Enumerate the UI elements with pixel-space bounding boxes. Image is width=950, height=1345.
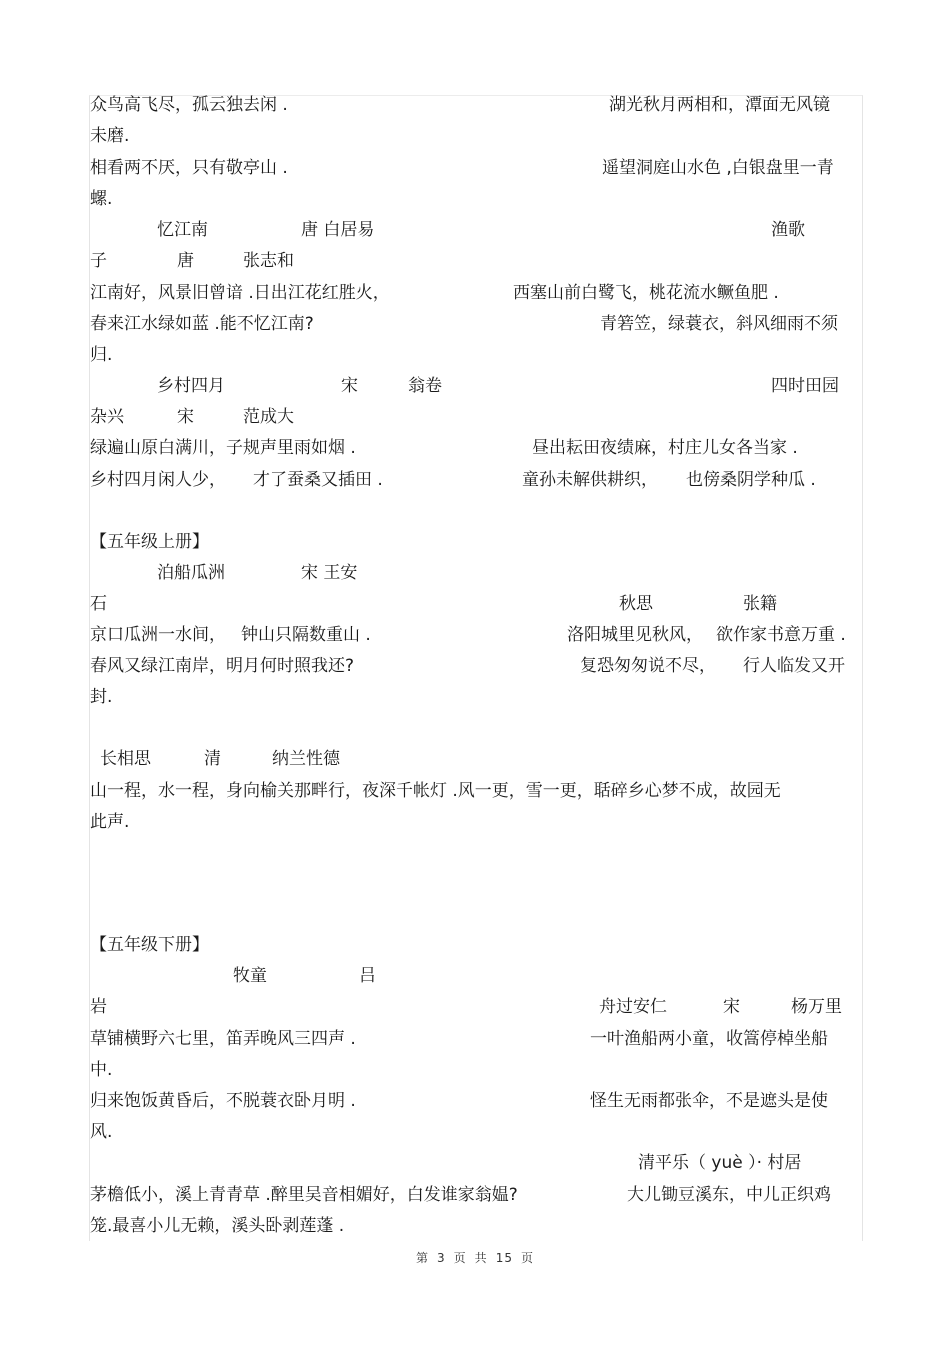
poem-line: 钟山只隔数重山 .	[241, 625, 371, 645]
poem-dynasty: 宋	[723, 997, 740, 1017]
poem-line: 春来江水绿如蓝 .能不忆江南?	[90, 314, 314, 334]
poem-line: 行人临发又开	[743, 656, 845, 676]
poem-author: 石	[90, 594, 107, 614]
poem-line: 众鸟高飞尽，孤云独去闲 .	[90, 95, 288, 115]
poem-line: 封.	[90, 687, 113, 707]
poem-line: 乡村四月闲人少，	[90, 470, 226, 490]
poem-line: 洛阳城里见秋风，	[567, 625, 703, 645]
poem-line: 大儿锄豆溪东，中儿正织鸡	[627, 1185, 831, 1205]
page-footer	[0, 1249, 950, 1266]
poem-author: 翁卷	[408, 376, 442, 396]
poem-title: 清平乐（ yuè ）· 村居	[638, 1153, 802, 1173]
poem-line: 复恐匆匆说不尽，	[580, 656, 716, 676]
poem-line: 江南好，风景旧曾谙 .日出江花红胜火，	[90, 283, 390, 303]
poem-line: 茅檐低小，溪上青青草 .醉里吴音相媚好，白发谁家翁媪?	[90, 1185, 518, 1205]
poem-line: 草铺横野六七里，笛弄晚风三四声 .	[90, 1029, 356, 1049]
poem-title: 杂兴	[90, 407, 124, 427]
poem-author: 宋 王安	[301, 563, 358, 583]
poem-title: 四时田园	[771, 376, 839, 396]
poem-line: 未磨.	[90, 126, 130, 146]
poem-author: 唐 白居易	[301, 220, 375, 240]
page-label: 页	[453, 1251, 467, 1265]
poem-title: 秋思	[619, 594, 653, 614]
poem-line: 也傍桑阴学种瓜 .	[686, 470, 816, 490]
poem-title: 子	[90, 251, 107, 271]
poem-author: 纳兰性德	[272, 749, 340, 769]
poem-line: 昼出耘田夜绩麻，村庄儿女各当家 .	[532, 438, 798, 458]
poem-line: 京口瓜洲一水间，	[90, 625, 226, 645]
poem-dynasty: 宋	[177, 407, 194, 427]
current-page-number: 3	[437, 1251, 446, 1265]
poem-title: 忆江南	[157, 220, 208, 240]
poem-line: 春风又绿江南岸，明月何时照我还?	[90, 656, 355, 676]
poem-line: 归来饱饭黄昏后，不脱蓑衣卧月明 .	[90, 1091, 356, 1111]
poem-author: 吕	[359, 966, 376, 986]
poem-author: 范成大	[243, 407, 294, 427]
section-heading: 【五年级下册】	[90, 935, 209, 955]
poem-dynasty: 宋	[341, 376, 358, 396]
poem-title: 舟过安仁	[599, 997, 667, 1017]
poem-line: 绿遍山原白满川，子规声里雨如烟 .	[90, 438, 356, 458]
poem-title: 长相思	[100, 749, 151, 769]
poem-line: 螺.	[90, 189, 113, 209]
poem-line: 西塞山前白鹭飞，桃花流水鳜鱼肥 .	[513, 283, 779, 303]
poem-line: 中.	[90, 1060, 113, 1080]
poem-line: 童孙未解供耕织，	[522, 470, 658, 490]
poem-title: 渔歌	[771, 220, 805, 240]
poem-line: 青箬笠，绿蓑衣，斜风细雨不须	[600, 314, 838, 334]
poem-line: 才了蚕桑又插田 .	[253, 470, 383, 490]
poem-line: 风.	[90, 1122, 113, 1142]
poem-title: 乡村四月	[157, 376, 225, 396]
poem-author: 岩	[90, 997, 107, 1017]
poem-author: 张志和	[243, 251, 294, 271]
total-pages-number: 15	[495, 1251, 513, 1265]
poem-line: 遥望洞庭山水色 ,白银盘里一青	[602, 158, 834, 178]
poem-line: 相看两不厌，只有敬亭山 .	[90, 158, 288, 178]
poem-author: 杨万里	[791, 997, 842, 1017]
poem-dynasty: 清	[204, 749, 221, 769]
page-label: 页	[520, 1251, 534, 1265]
page-label: 第	[416, 1251, 430, 1265]
poem-line: 此声.	[90, 812, 130, 832]
poem-line: 山一程，水一程，身向榆关那畔行，夜深千帐灯 .风一更，雪一更，聒碎乡心梦不成，故园无	[90, 781, 781, 801]
poem-author: 张籍	[743, 594, 777, 614]
poem-title: 泊船瓜洲	[157, 563, 225, 583]
poem-dynasty: 唐	[177, 251, 194, 271]
poem-title: 牧童	[233, 966, 267, 986]
total-label: 共	[474, 1251, 488, 1265]
poem-line: 归.	[90, 345, 113, 365]
poem-line: 笼.最喜小儿无赖，溪头卧剥莲蓬 .	[90, 1216, 345, 1236]
poem-line: 湖光秋月两相和，潭面无风镜	[609, 95, 830, 115]
poem-line: 怪生无雨都张伞，不是遮头是使	[590, 1091, 828, 1111]
section-heading: 【五年级上册】	[90, 532, 209, 552]
poem-line: 一叶渔船两小童，收篙停棹坐船	[590, 1029, 828, 1049]
poem-line: 欲作家书意万重 .	[716, 625, 846, 645]
